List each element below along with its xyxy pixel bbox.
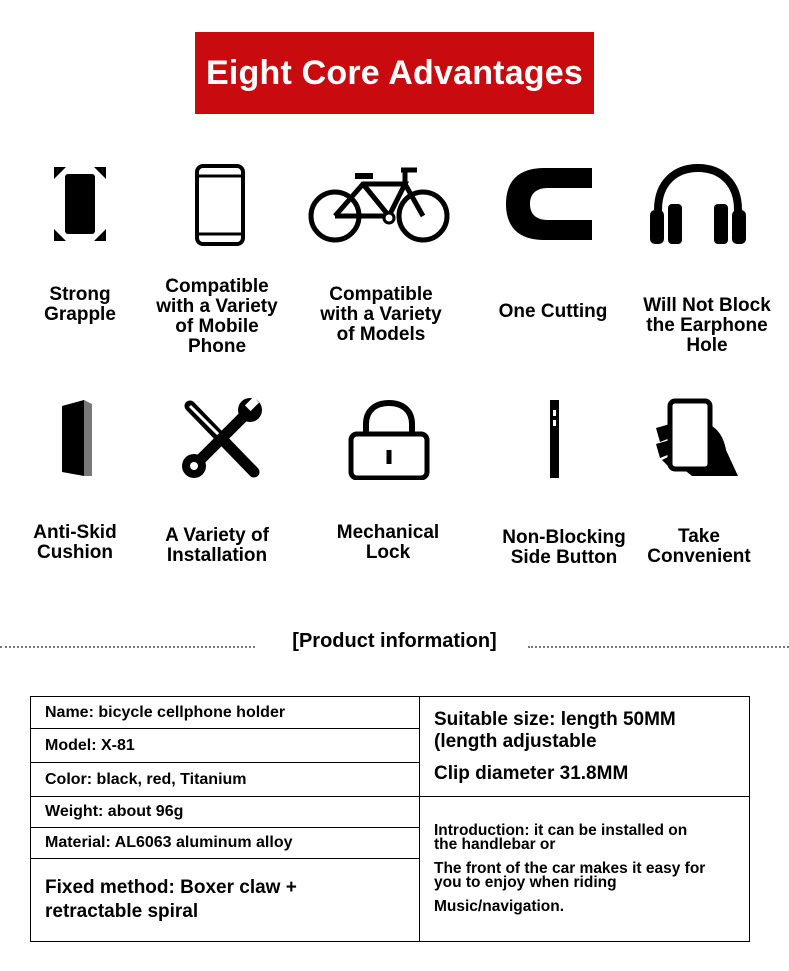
mobile-phone-icon: [190, 164, 250, 246]
bicycle-icon: [305, 162, 453, 248]
product-info-table: [30, 696, 750, 942]
info-name: Name: bicycle cellphone holder: [31, 697, 420, 729]
feature-label-strong-grapple: Strong Grapple: [44, 284, 116, 325]
feature-label-side-button: Non-Blocking Side Button: [502, 527, 626, 568]
headphones-icon: [648, 164, 748, 246]
feature-label-mechanical-lock: Mechanical Lock: [336, 522, 440, 563]
info-color: Color: black, red, Titanium: [31, 763, 420, 797]
feature-label-installation: A Variety of Installation: [165, 525, 269, 566]
feature-label-compatible-models: Compatible with a Variety of Models: [320, 284, 442, 345]
padlock-icon: [348, 400, 430, 480]
info-suitable-size: Suitable size: length 50MM (length adjustable: [434, 708, 676, 752]
section-title: [Product information]: [292, 630, 497, 652]
side-button-icon: [545, 398, 565, 480]
cushion-icon: [56, 398, 96, 478]
divider-right: [528, 646, 789, 648]
info-weight: Weight: about 96g: [31, 797, 420, 828]
banner: [195, 32, 594, 114]
feature-label-take-convenient: Take Convenient: [647, 526, 751, 567]
info-intro-1: Introduction: it can be installed on the handlebar or: [434, 822, 688, 853]
product-info-header: [0, 628, 789, 658]
grip-phone-icon: [50, 164, 110, 244]
feature-label-earphone-hole: Will Not Block the Earphone Hole: [643, 295, 771, 356]
feature-label-anti-skid: Anti-Skid Cushion: [33, 522, 117, 563]
info-intro-cell: [420, 797, 750, 942]
feature-label-compatible-phone: Compatible with a Variety of Mobile Phone: [156, 276, 278, 357]
info-size-cell: [420, 697, 750, 797]
info-model: Model: X-81: [31, 729, 420, 763]
c-cut-icon: [504, 164, 596, 244]
hand-phone-icon: [652, 398, 742, 480]
info-fixed-method: Fixed method: Boxer claw + retractable spiral: [31, 859, 420, 942]
feature-label-one-cutting: One Cutting: [498, 301, 608, 322]
info-intro-3: Music/navigation.: [434, 898, 565, 915]
info-intro-2: The front of the car makes it easy for you to enjoy when riding: [434, 860, 706, 891]
info-clip-diameter: Clip diameter 31.8MM: [434, 762, 629, 784]
banner-title: Eight Core Advantages: [205, 53, 583, 92]
tools-icon: [180, 398, 266, 480]
info-material: Material: AL6063 aluminum alloy: [31, 828, 420, 859]
